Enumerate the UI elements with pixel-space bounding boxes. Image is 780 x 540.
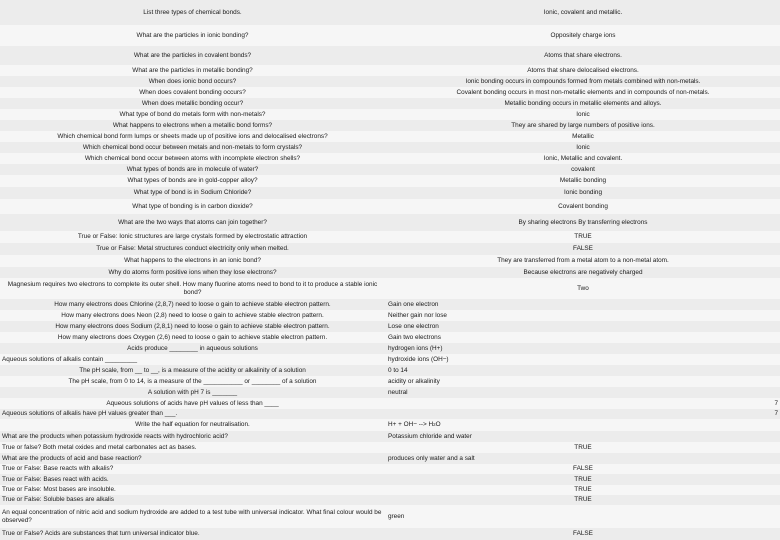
question-text: What types of bonds are in gold-copper alloy? [127, 177, 258, 184]
question-cell [0, 343, 385, 354]
question-cell [0, 109, 385, 120]
question-text: How many electrons does Oxygen (2,6) need to loose o gain to achieve stable electron pattern. [57, 333, 328, 341]
qa-row [0, 442, 780, 453]
answer-text: Gain two electrons [388, 333, 441, 341]
answer-cell [386, 65, 780, 76]
qa-row [0, 164, 780, 175]
question-cell [0, 310, 385, 321]
answer-cell [386, 231, 780, 243]
answer-cell [386, 109, 780, 120]
question-text: When does metallic bonding occur? [141, 99, 244, 107]
question-cell [0, 409, 385, 419]
question-text: True or False: Bases react with acids. [2, 475, 109, 483]
qa-row [0, 120, 780, 131]
question-cell [0, 419, 385, 431]
qa-row [0, 431, 780, 442]
question-text: Why do atoms form positive ions when they lose electrons? [108, 268, 277, 276]
question-cell [0, 528, 385, 540]
question-cell [0, 199, 385, 214]
question-text: Aqueous solutions of alkalis contain _________ [2, 355, 138, 363]
answer-text: 7 [774, 399, 778, 407]
answer-text: Gain one electron [388, 300, 439, 308]
question-text: What type of bond is in Sodium Chloride? [133, 189, 252, 196]
answer-text: Covalent bonding occurs in most non-metallic elements and in compounds of non-metals. [456, 88, 710, 96]
question-text: True or False: Ionic structures are large crystals formed by electrostatic attraction [77, 233, 308, 240]
answer-cell [386, 505, 780, 528]
qa-row [0, 153, 780, 164]
question-text: An equal concentration of nitric acid and sodium hydroxide are added to a test tube with universal indicator. What final colour would be observed? [2, 508, 382, 524]
qa-row [0, 76, 780, 87]
question-cell [0, 46, 385, 65]
question-text: True or False: Most bases are insoluble. [2, 486, 116, 493]
question-text: What are the products when potassium hydroxide reacts with hydrochloric acid? [2, 432, 228, 440]
answer-text: Covalent bonding [558, 202, 608, 210]
qa-row [0, 419, 780, 431]
answer-cell [386, 365, 780, 376]
qa-row [0, 46, 780, 65]
qa-row [0, 310, 780, 321]
answer-text: They are shared by large numbers of positive ions. [511, 121, 655, 129]
question-text: Which chemical bond form lumps or sheets made up of positive ions and delocalised electrons? [57, 132, 328, 140]
qa-row [0, 187, 780, 199]
question-cell [0, 255, 385, 267]
answer-cell [386, 278, 780, 299]
question-cell [0, 354, 385, 365]
answer-text: covalent [571, 165, 595, 173]
answer-text: FALSE [573, 245, 593, 253]
answer-text: TRUE [574, 486, 592, 494]
answer-text: FALSE [573, 530, 593, 538]
question-text: True or False? Acids are substances that turn universal indicator blue. [2, 530, 200, 537]
answer-cell [386, 76, 780, 87]
question-cell [0, 65, 385, 76]
qa-row [0, 354, 780, 365]
question-cell [0, 187, 385, 199]
qa-row [0, 131, 780, 142]
question-cell [0, 76, 385, 87]
question-cell [0, 453, 385, 464]
answer-text: green [388, 512, 405, 520]
question-cell [0, 120, 385, 131]
qa-row [0, 321, 780, 332]
answer-cell [386, 495, 780, 505]
question-cell [0, 299, 385, 310]
answer-cell [386, 485, 780, 495]
question-text: True or False: Base reacts with alkalis? [2, 465, 114, 472]
answer-cell [386, 187, 780, 199]
answer-cell [386, 387, 780, 398]
answer-cell [386, 131, 780, 142]
qa-row [0, 485, 780, 495]
question-text: How many electrons does Chlorine (2,8,7) need to loose o gain to achieve stable electron pattern. [54, 300, 331, 308]
question-cell [0, 267, 385, 278]
qa-row [0, 474, 780, 485]
answer-text: Neither gain nor lose [388, 311, 447, 319]
answer-text: TRUE [574, 233, 592, 241]
question-text: What are the particles in metallic bonding? [132, 66, 253, 74]
question-cell [0, 0, 385, 25]
question-cell [0, 98, 385, 109]
answer-text: acidity or alkalinity [388, 377, 440, 385]
answer-cell [386, 164, 780, 175]
answer-text: Lose one electron [388, 322, 439, 330]
qa-row [0, 199, 780, 214]
qa-row [0, 255, 780, 267]
question-text: True or False: Metal structures conduct electricity only when melted. [96, 245, 289, 252]
question-cell [0, 442, 385, 453]
qa-row [0, 464, 780, 474]
answer-text: Ionic bonding occurs in compounds formed from metals combined with non-metals. [465, 77, 701, 85]
question-cell [0, 175, 385, 187]
qa-row [0, 142, 780, 153]
answer-cell [386, 398, 780, 409]
answer-tail: O [435, 421, 441, 429]
qa-row [0, 25, 780, 46]
question-text: Write the half equation for neutralisation. [135, 421, 250, 428]
question-text: Magnesium requires two electrons to complete its outer shell. How many fluorine atoms need to bond to it to produce a stable ionic bond? [7, 280, 378, 296]
answer-cell [386, 46, 780, 65]
answer-cell [386, 464, 780, 474]
answer-text: TRUE [574, 443, 592, 451]
answer-cell [386, 199, 780, 214]
answer-cell [386, 214, 780, 231]
answer-text: Ionic bonding [563, 189, 603, 197]
question-text: When does ionic bond occurs? [148, 77, 237, 85]
answer-text: produces only water and a salt [388, 454, 475, 462]
answer-cell [386, 243, 780, 255]
answer-text: 0 to 14 [388, 366, 408, 374]
question-cell [0, 332, 385, 343]
qa-row [0, 409, 780, 419]
question-text: How many electrons does Sodium (2,8,1) need to loose o gain to achieve stable electron pattern. [55, 322, 330, 330]
qa-row [0, 528, 780, 540]
question-cell [0, 231, 385, 243]
answer-cell [386, 98, 780, 109]
answer-text: FALSE [573, 465, 593, 473]
question-cell [0, 505, 385, 528]
question-cell [0, 387, 385, 398]
question-text: The pH scale, from 0 to 14, is a measure of the ___________ or ________ of a solution [68, 377, 317, 385]
answer-cell [386, 343, 780, 354]
answer-text: Metallic [572, 132, 594, 140]
question-text: What happens to electrons when a metallic bond forms? [112, 121, 273, 129]
qa-row [0, 365, 780, 376]
question-text: A solution with pH 7 is _______ [147, 388, 238, 396]
question-cell [0, 365, 385, 376]
answer-cell [386, 267, 780, 278]
answer-text: hydrogen ions (H+) [388, 344, 443, 352]
question-text: What are the particles in covalent bonds? [133, 51, 252, 59]
qa-row [0, 453, 780, 464]
question-text: Which chemical bond occur between atoms with incomplete electron shells? [84, 154, 301, 162]
qa-row [0, 267, 780, 278]
answer-text: 7 [774, 410, 778, 418]
answer-cell [386, 453, 780, 464]
question-text: What type of bonding is in carbon dioxide? [132, 202, 253, 210]
answer-text: Ionic, Metallic and covalent. [543, 154, 623, 162]
qa-row [0, 243, 780, 255]
answer-cell [386, 332, 780, 343]
qa-row [0, 175, 780, 187]
question-text: Aqueous solutions of acids have pH values of less than ____ [106, 399, 279, 407]
answer-text: Ionic [576, 143, 590, 151]
qa-row [0, 376, 780, 387]
answer-cell [386, 0, 780, 25]
question-text: What are the particles in ionic bonding? [136, 31, 249, 39]
answer-cell [386, 409, 780, 419]
qa-row [0, 214, 780, 231]
question-text: The pH scale, from __ to __, is a measure of the acidity or alkalinity of a solution [79, 366, 306, 374]
answer-text: Ionic [576, 110, 590, 118]
answer-cell [386, 87, 780, 98]
qa-row [0, 343, 780, 354]
answer-text: They are transferred from a metal atom to a non-metal atom. [497, 257, 669, 265]
answer-cell [386, 431, 780, 442]
answer-cell [386, 321, 780, 332]
answer-cell [386, 299, 780, 310]
answer-text: hydroxide ions (OH−) [388, 355, 449, 363]
answer-cell [386, 25, 780, 46]
qa-row [0, 398, 780, 409]
question-text: What are the products of acid and base reaction? [2, 454, 142, 462]
question-cell [0, 164, 385, 175]
question-cell [0, 376, 385, 387]
answer-text: Metallic bonding [559, 177, 607, 185]
answer-text: TRUE [574, 475, 592, 483]
answer-cell [386, 354, 780, 365]
answer-cell [386, 442, 780, 453]
question-cell [0, 214, 385, 231]
answer-text: Atoms that share delocalised electrons. [527, 66, 639, 74]
question-cell [0, 474, 385, 485]
question-cell [0, 87, 385, 98]
question-text: What types of bonds are in molecule of water? [126, 165, 259, 173]
question-text: True or false? Both metal oxides and metal carbonates act as bases. [2, 443, 197, 451]
question-text: True or False: Soluble bases are alkalis [2, 496, 115, 503]
answer-cell [386, 255, 780, 267]
answer-text: Oppositely charge ions [550, 31, 616, 39]
answer-text: Two [577, 284, 589, 292]
qa-row [0, 278, 780, 299]
answer-cell [386, 376, 780, 387]
qa-row [0, 299, 780, 310]
answer-text: H+ + OH− --> H [388, 421, 434, 429]
answer-text: Atoms that share electrons. [544, 51, 622, 59]
answer-text: Metallic bonding occurs in metallic elements and alloys. [504, 99, 662, 107]
question-cell [0, 431, 385, 442]
question-text: List three types of chemical bonds. [143, 8, 242, 16]
question-text: What happens to the electrons in an ionic bond? [124, 257, 261, 264]
qa-row [0, 87, 780, 98]
answer-cell [386, 310, 780, 321]
question-text: When does covalent bonding occurs? [139, 88, 246, 96]
answer-cell [386, 153, 780, 164]
question-text: Acids produce ________ in aqueous solutions [127, 344, 258, 352]
qa-row [0, 231, 780, 243]
qa-row [0, 109, 780, 120]
answer-cell: H+ + OH− --> H 2 O [388, 421, 441, 429]
qa-row [0, 65, 780, 76]
question-cell [0, 495, 385, 505]
answer-text: Ionic, covalent and metallic. [543, 8, 623, 16]
question-text: Aqueous solutions of alkalis have pH values greater than ___. [2, 410, 178, 417]
question-cell [0, 25, 385, 46]
question-cell [0, 142, 385, 153]
question-text: What are the two ways that atoms can join together? [118, 218, 267, 226]
question-text: How many electrons does Neon (2,8) need to loose o gain to achieve stable electron pattern. [61, 311, 324, 319]
question-cell [0, 153, 385, 164]
question-text: What type of bond do metals form with non-metals? [119, 110, 266, 118]
answer-text: Because electrons are negatively charged [523, 268, 643, 276]
question-cell [0, 398, 385, 409]
answer-text: By sharing electrons By transferring electrons [518, 218, 648, 226]
answer-cell [386, 474, 780, 485]
question-cell [0, 278, 385, 299]
qa-row [0, 505, 780, 528]
qa-row [0, 332, 780, 343]
qa-row [0, 495, 780, 505]
answer-text: Potassium chloride and water [388, 432, 472, 440]
answer-cell [386, 120, 780, 131]
qa-row [0, 98, 780, 109]
question-cell [0, 131, 385, 142]
answer-text: TRUE [574, 496, 592, 504]
answer-cell [386, 175, 780, 187]
question-text: Which chemical bond occur between metals and non-metals to form crystals? [82, 143, 303, 151]
answer-cell [386, 142, 780, 153]
qa-row [0, 0, 780, 25]
qa-row [0, 387, 780, 398]
question-cell [0, 485, 385, 495]
question-cell [0, 243, 385, 255]
question-cell [0, 464, 385, 474]
answer-cell [386, 528, 780, 540]
answer-text: neutral [388, 388, 408, 396]
question-cell [0, 321, 385, 332]
